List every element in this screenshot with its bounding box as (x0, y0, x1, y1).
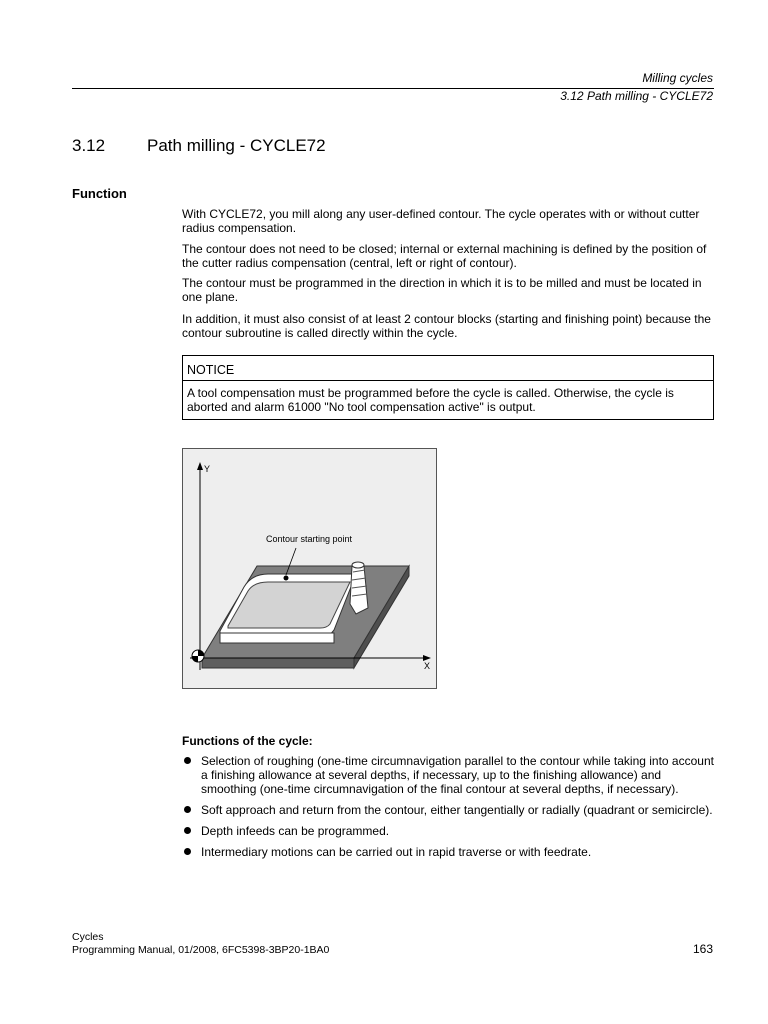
workpiece-front-edge (202, 658, 354, 668)
section-number: 3.12 (72, 136, 106, 155)
function-paragraph-2: The contour does not need to be closed; internal or external machining is defined by the position of the cutter radius compensation (central, left or right of contour). (182, 242, 707, 270)
page-number: 163 (692, 942, 713, 956)
notice-heading: NOTICE (183, 356, 713, 381)
footer-title: Cycles (72, 931, 104, 943)
header-section: 3.12 Path milling - CYCLE72 (560, 89, 713, 103)
list-item (182, 754, 714, 796)
function-paragraph-1: With CYCLE72, you mill along any user-defined contour. The cycle operates with or without cutter radius compensation. (182, 207, 700, 235)
header-chapter: Milling cycles (642, 71, 713, 85)
contour-start-point (284, 576, 289, 581)
bullet-icon (184, 827, 191, 834)
list-item (182, 824, 714, 838)
contour-front-wall (220, 633, 334, 643)
footer-manual: Programming Manual, 01/2008, 6FC5398-3BP20-1BA0 (72, 944, 330, 956)
x-axis-label: X (424, 661, 431, 671)
bullet-icon (184, 806, 191, 813)
cycle-functions-heading: Functions of the cycle: (182, 734, 313, 748)
bullet-icon (184, 757, 191, 764)
contour-start-label: Contour starting point (266, 534, 353, 544)
function-paragraph-4: In addition, it must also consist of at least 2 contour blocks (starting and finishing point) because the contour subroutine is called directly within the cycle. (182, 312, 711, 340)
tool-top (352, 562, 364, 568)
cycle-functions-list (182, 754, 714, 866)
y-axis-label: Y (204, 464, 211, 474)
function-heading: Function (72, 186, 127, 201)
list-item (182, 845, 714, 859)
cycle72-figure (182, 448, 437, 689)
list-item-text: Soft approach and return from the contour, either tangentially or radially (quadrant or semicircle). (201, 803, 713, 817)
section-title: Path milling - CYCLE72 (147, 136, 326, 155)
list-item-text: Depth infeeds can be programmed. (201, 824, 390, 838)
notice-box (182, 355, 714, 420)
list-item (182, 803, 714, 817)
list-item-text: Intermediary motions can be carried out in rapid traverse or with feedrate. (201, 845, 592, 859)
function-paragraph-3: The contour must be programmed in the direction in which it is to be milled and must be located in one plane. (182, 276, 702, 304)
bullet-icon (184, 848, 191, 855)
notice-text: A tool compensation must be programmed before the cycle is called. Otherwise, the cycle is aborted and alarm 61000 "No tool compensation active" is output. (187, 386, 674, 414)
list-item-text: Selection of roughing (one-time circumnavigation parallel to the contour while taking into account a finishing allowance at several depths, if necessary, up to the finishing allowance) and smoothing (one-time circumnavigation of the final contour at several depths, if necessary). (201, 754, 714, 796)
